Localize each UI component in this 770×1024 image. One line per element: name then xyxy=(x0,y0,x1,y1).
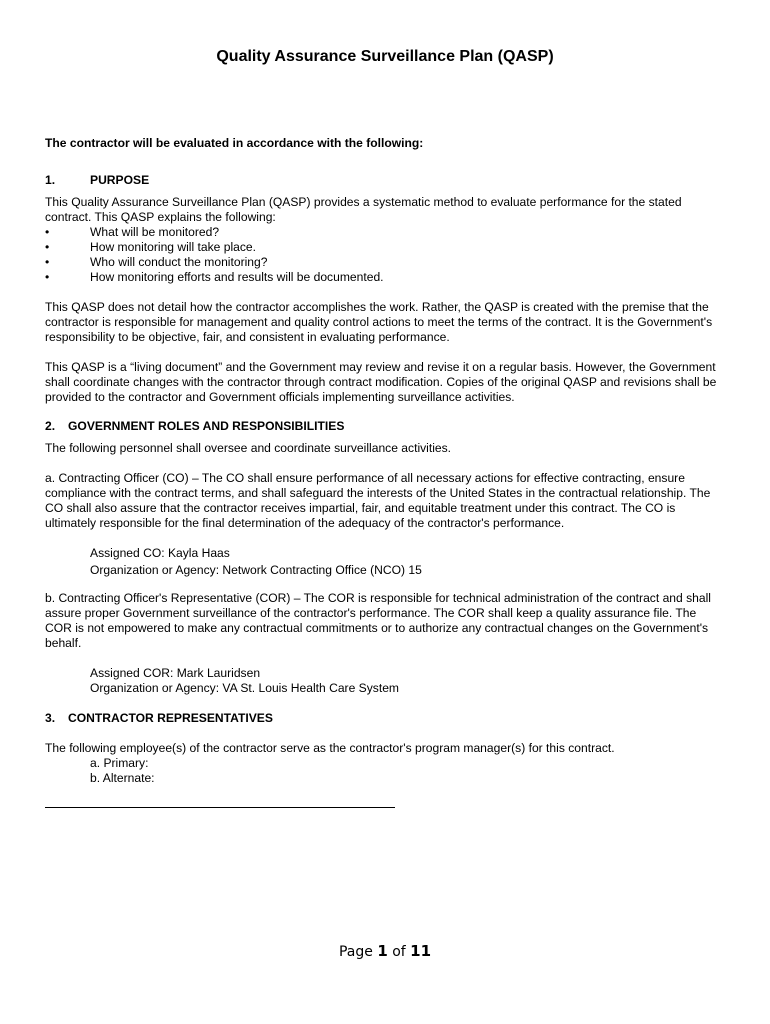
purpose-bullet-list xyxy=(45,225,725,285)
cor-organization: Organization or Agency: VA St. Louis Health Care System xyxy=(90,681,399,695)
page-label: Page xyxy=(338,944,373,960)
contractor-intro: The following employee(s) of the contractor serve as the contractor's program manager(s) for this contract. xyxy=(45,741,615,755)
list-item: • What will be monitored? xyxy=(45,225,220,239)
purpose-paragraph-3: This QASP is a “living document” and the Government may review and revise it on a regular basis. However, the Government shall coordinate changes with the contractor through contract modification. Copies of the original QASP and revisions shall be provided to the contractor and Government officials implementing surveillance activities. xyxy=(45,360,717,404)
section-1-title: PURPOSE xyxy=(90,173,150,187)
section-3-heading xyxy=(45,711,725,726)
section-2-number: 2. xyxy=(45,419,56,433)
assigned-co: Assigned CO: Kayla Haas xyxy=(90,546,230,560)
bullet-icon: • xyxy=(45,270,50,284)
assigned-cor: Assigned COR: Mark Lauridsen xyxy=(90,666,261,680)
co-paragraph: a. Contracting Officer (CO) – The CO shall ensure performance of all necessary actions for effective contracting, ensure compliance with the contract terms, and shall safeguard the interests of the United States in the contractual relationship. The CO shall also assure that the contractor receives impartial, fair, and equitable treatment under this contract. The CO is ultimately responsible for the final determination of the adequacy of the contractor's performance. xyxy=(45,471,711,530)
current-page-number: 1 xyxy=(377,942,388,960)
primary-rep: a. Primary: xyxy=(90,756,149,770)
section-2-heading xyxy=(45,419,725,434)
purpose-paragraph-2: This QASP does not detail how the contractor accomplishes the work. Rather, the QASP is created with the premise that the contractor is responsible for management and quality control actions to meet the terms of the contract. It is the Government's responsibility to be objective, fair, and consistent in evaluating performance. xyxy=(45,300,713,344)
section-2-title: GOVERNMENT ROLES AND RESPONSIBILITIES xyxy=(68,419,345,433)
list-item: • How monitoring will take place. xyxy=(45,240,257,254)
list-item: • How monitoring efforts and results will be documented. xyxy=(45,270,384,284)
purpose-intro: This Quality Assurance Surveillance Plan (QASP) provides a systematic method to evaluate performance for the stated contract. This QASP explains the following: xyxy=(45,195,682,224)
co-organization: Organization or Agency: Network Contracting Office (NCO) 15 xyxy=(90,563,422,577)
cor-paragraph: b. Contracting Officer's Representative (COR) – The COR is responsible for technical administration of the contract and shall assure proper Government surveillance of the contractor's performance. The COR shall keep a quality assurance file. The COR is not empowered to make any contractual commitments or to authorize any contractual changes on the Government's behalf. xyxy=(45,591,711,650)
section-3-number: 3. xyxy=(45,711,56,725)
bullet-icon: • xyxy=(45,225,50,239)
signature-line xyxy=(45,807,395,808)
bullet-icon: • xyxy=(45,255,50,269)
section-1-heading xyxy=(45,173,725,188)
list-item: • Who will conduct the monitoring? xyxy=(45,255,268,269)
section-1-number: 1. xyxy=(45,173,56,187)
total-pages-number: 11 xyxy=(410,942,432,960)
page-title: Quality Assurance Surveillance Plan (QASP) xyxy=(216,48,554,65)
lead-statement: The contractor will be evaluated in accordance with the following: xyxy=(45,136,424,150)
of-label: of xyxy=(392,944,406,960)
document-body xyxy=(45,136,725,808)
bullet-icon: • xyxy=(45,240,50,254)
alternate-rep: b. Alternate: xyxy=(90,771,155,785)
section-3-title: CONTRACTOR REPRESENTATIVES xyxy=(68,711,273,725)
page-footer xyxy=(0,942,770,960)
roles-intro: The following personnel shall oversee and coordinate surveillance activities. xyxy=(45,441,452,455)
